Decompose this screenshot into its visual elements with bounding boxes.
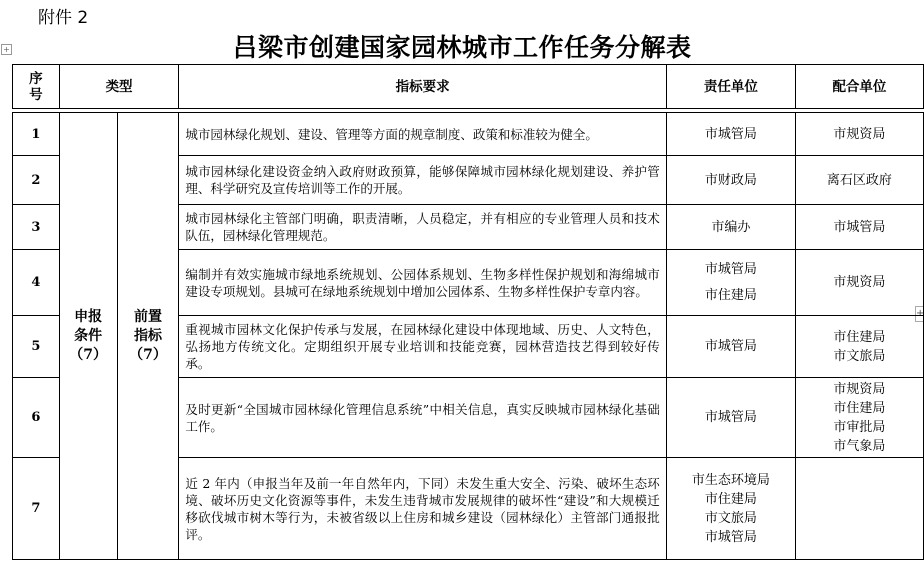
row-number: 4 xyxy=(13,250,60,316)
row-number: 7 xyxy=(13,458,60,560)
subcategory-line2: 指标 xyxy=(133,327,162,344)
responsible-cell xyxy=(666,113,795,156)
table-move-handle-icon[interactable]: + xyxy=(1,44,12,55)
category-line3: （7） xyxy=(69,346,108,363)
category-line2: 条件 xyxy=(74,327,103,344)
row-number: 5 xyxy=(13,316,60,378)
cooperating-unit: 市审批局 xyxy=(833,419,886,435)
header-responsible: 责任单位 xyxy=(666,65,795,109)
header-seq-line2: 号 xyxy=(29,86,43,103)
responsible-unit: 市财政局 xyxy=(704,172,757,188)
header-seq-line1: 序 xyxy=(29,70,43,87)
requirement-cell: 城市园林绿化建设资金纳入政府财政预算，能够保障城市园林绿化规划建设、养护管理、科学研究及宣传培训等工作的开展。 xyxy=(179,156,666,205)
add-column-handle-icon[interactable]: + xyxy=(915,306,924,322)
subcategory-cell xyxy=(117,113,179,560)
header-type: 类型 xyxy=(59,65,179,109)
requirement-cell: 及时更新“全国城市园林绿化管理信息系统”中相关信息，真实反映城市园林绿化基础工作。 xyxy=(179,378,666,458)
responsible-cell xyxy=(666,316,795,378)
responsible-unit: 市城管局 xyxy=(704,339,757,354)
category-cell xyxy=(59,113,117,560)
cooperating-unit: 市城管局 xyxy=(833,219,886,235)
responsible-cell xyxy=(666,378,795,458)
cooperating-cell xyxy=(795,205,923,250)
cooperating-unit: 市住建局 xyxy=(833,400,886,416)
responsible-unit: 市文旅局 xyxy=(704,510,757,526)
row-number: 2 xyxy=(13,156,60,205)
cooperating-cell xyxy=(795,316,923,378)
cooperating-cell xyxy=(795,113,923,156)
cooperating-unit: 市文旅局 xyxy=(833,348,886,364)
responsible-cell xyxy=(666,205,795,250)
row-number: 6 xyxy=(13,378,60,458)
subcategory-line1: 前置 xyxy=(133,308,162,325)
responsible-unit: 市城管局 xyxy=(704,261,757,277)
requirement-cell: 城市园林绿化规划、建设、管理等方面的规章制度、政策和标准较为健全。 xyxy=(179,113,666,156)
responsible-cell xyxy=(666,458,795,560)
cooperating-unit: 市规资局 xyxy=(833,381,886,397)
responsible-unit: 市城管局 xyxy=(704,410,757,425)
requirement-cell: 重视城市园林文化保护传承与发展，在园林绿化建设中体现地域、历史、人文特色，弘扬地方传统文化。定期组织开展专业培训和技能竞赛，园林营造技艺得到较好传承。 xyxy=(179,316,666,378)
responsible-unit: 市城管局 xyxy=(704,529,757,545)
header-cooperating: 配合单位 xyxy=(795,65,923,109)
cooperating-cell xyxy=(795,156,923,205)
cooperating-unit: 市规资局 xyxy=(833,126,886,142)
requirement-cell: 城市园林绿化主管部门明确，职责清晰，人员稳定，并有相应的专业管理人员和技术队伍，园林绿化管理规范。 xyxy=(179,205,666,250)
subcategory-line3: （7） xyxy=(129,346,167,363)
responsible-cell xyxy=(666,250,795,316)
cooperating-unit: 市规资局 xyxy=(833,275,886,290)
cooperating-cell xyxy=(795,378,923,458)
responsible-unit: 市城管局 xyxy=(704,126,757,142)
table-row xyxy=(13,113,924,156)
row-number: 3 xyxy=(13,205,60,250)
responsible-unit: 市编办 xyxy=(711,219,751,235)
header-seq xyxy=(13,65,60,109)
task-table xyxy=(12,64,924,560)
cooperating-unit: 市住建局 xyxy=(833,329,886,345)
responsible-unit: 市生态环境局 xyxy=(691,472,770,488)
requirement-cell: 近 2 年内（申报当年及前一年自然年内，下同）未发生重大安全、污染、破坏生态环境、破坏历史文化资源等事件，未发生违背城市发展规律的破坏性“建设”和大规模迁移砍伐城市树木等行为，未被省级以上住房和城乡建设（园林绿化）主管部门通报批评。 xyxy=(179,458,666,560)
cooperating-cell xyxy=(795,458,923,560)
document-title: 吕梁市创建国家园林城市工作任务分解表 xyxy=(232,33,692,62)
category-line1: 申报 xyxy=(74,308,103,325)
cooperating-unit: 市气象局 xyxy=(833,438,886,454)
header-requirement: 指标要求 xyxy=(179,65,666,109)
responsible-unit: 市住建局 xyxy=(704,491,757,507)
row-number: 1 xyxy=(13,113,60,156)
responsible-cell xyxy=(666,156,795,205)
cooperating-unit: 离石区政府 xyxy=(826,172,892,188)
attachment-label: 附件 2 xyxy=(38,8,89,28)
requirement-cell: 编制并有效实施城市绿地系统规划、公园体系规划、生物多样性保护规划和海绵城市建设专项规划。县城可在绿地系统规划中增加公园体系、生物多样性保护专章内容。 xyxy=(179,250,666,316)
cooperating-cell xyxy=(795,250,923,316)
responsible-unit: 市住建局 xyxy=(704,287,757,303)
header-row xyxy=(13,65,924,109)
